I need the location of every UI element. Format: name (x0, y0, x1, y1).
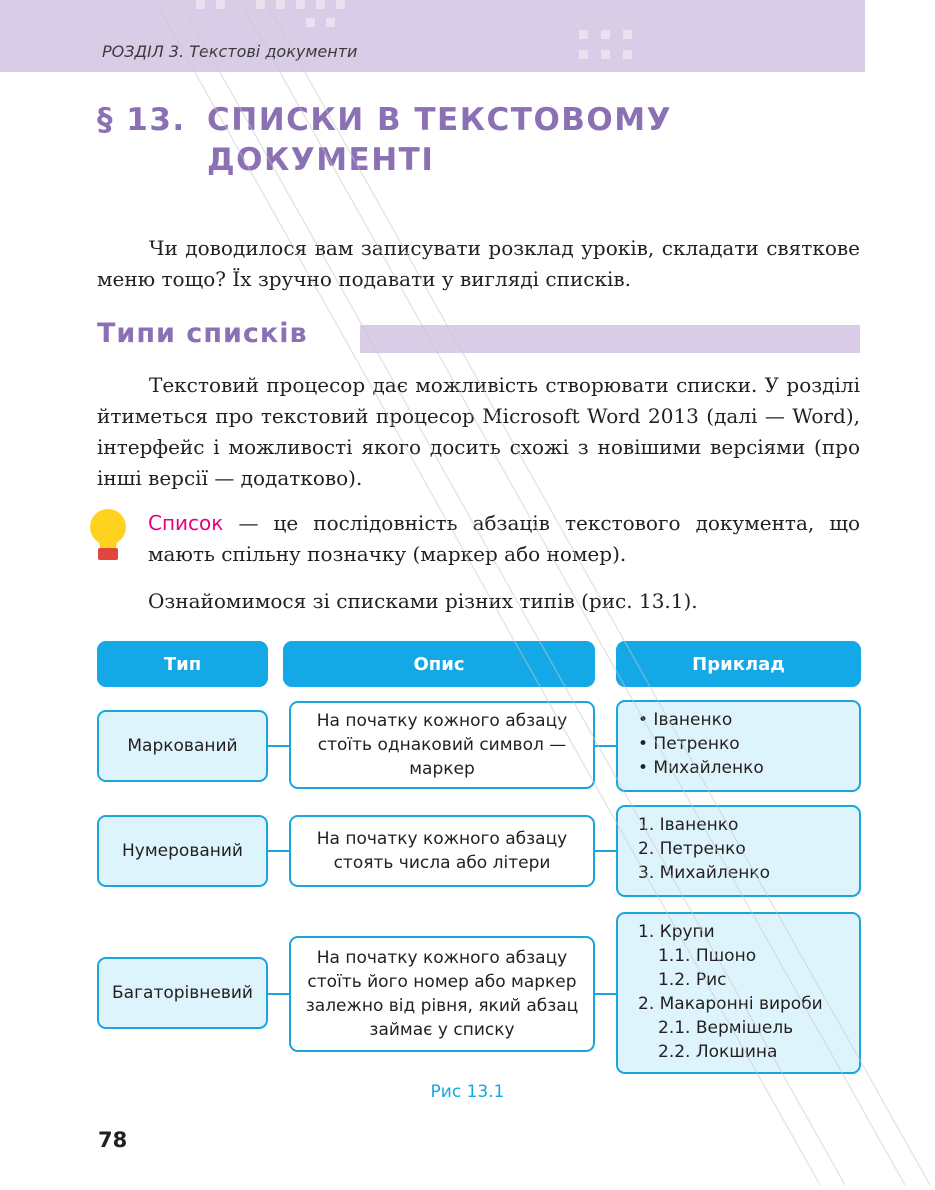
list-item: 2.2. Локшина (658, 1042, 778, 1062)
connector (266, 993, 291, 995)
figure-intro: Ознайомимося зі списками різних типів (рис. 13.1). (148, 589, 698, 613)
page-number: 78 (98, 1128, 128, 1152)
body-paragraph-text: Текстовий процесор дає можливість створювати списки. У розділі йтиметься про текстовий процесор Microsoft Word 2013 (далі — Word), інтерфейс і можливості якого досить схожі з новішими версіями (про інші версії — додатково). (97, 373, 860, 490)
header-type: Тип (97, 641, 268, 687)
connector (593, 850, 618, 852)
type-box: Багаторівневий (97, 957, 268, 1029)
list-item: • Петренко (638, 734, 740, 754)
list-item: • Іваненко (638, 710, 733, 730)
list-item: 1. Крупи (638, 922, 715, 942)
connector (593, 993, 618, 995)
title-line-1: СПИСКИ В ТЕКСТОВОМУ (207, 102, 673, 138)
subheading: Типи списків (97, 318, 308, 349)
type-box: Маркований (97, 710, 268, 782)
list-item: 2.1. Вермішель (658, 1018, 794, 1038)
list-item: 1. Іваненко (638, 815, 739, 835)
intro-text: Чи доводилося вам записувати розклад уроків, складати святкове меню тощо? Їх зручно подавати у вигляді списків. (97, 236, 860, 291)
connector (266, 850, 291, 852)
example-box (616, 912, 861, 1074)
type-box: Нумерований (97, 815, 268, 887)
description-box: На початку кожного абзацу стоять числа або літери (289, 815, 595, 887)
list-item: 2. Петренко (638, 839, 746, 859)
definition-term: Список (148, 511, 224, 535)
connector (266, 745, 291, 747)
list-item: 2. Макаронні вироби (638, 994, 823, 1014)
title-line-2: ДОКУМЕНТІ (207, 142, 435, 178)
example-box (616, 700, 861, 792)
header-description: Опис (283, 641, 595, 687)
section-number: § 13. (97, 102, 186, 138)
description-box: На початку кожного абзацу стоїть однаковий символ — маркер (289, 701, 595, 789)
connector (593, 745, 618, 747)
figure-caption: Рис 13.1 (430, 1082, 505, 1102)
list-item: 1.1. Пшоно (658, 946, 757, 966)
definition-text: — це послідовність абзаців текстового документа, що мають спільну позначку (маркер або номер). (148, 511, 860, 566)
list-item: • Михайленко (638, 758, 764, 778)
list-item: 3. Михайленко (638, 863, 770, 883)
section-label: РОЗДІЛ 3. Текстові документи (102, 42, 358, 61)
description-box: На початку кожного абзацу стоїть його номер або маркер залежно від рівня, який абзац займає у списку (289, 936, 595, 1052)
list-item: 1.2. Рис (658, 970, 727, 990)
example-box (616, 805, 861, 897)
header-example: Приклад (616, 641, 861, 687)
